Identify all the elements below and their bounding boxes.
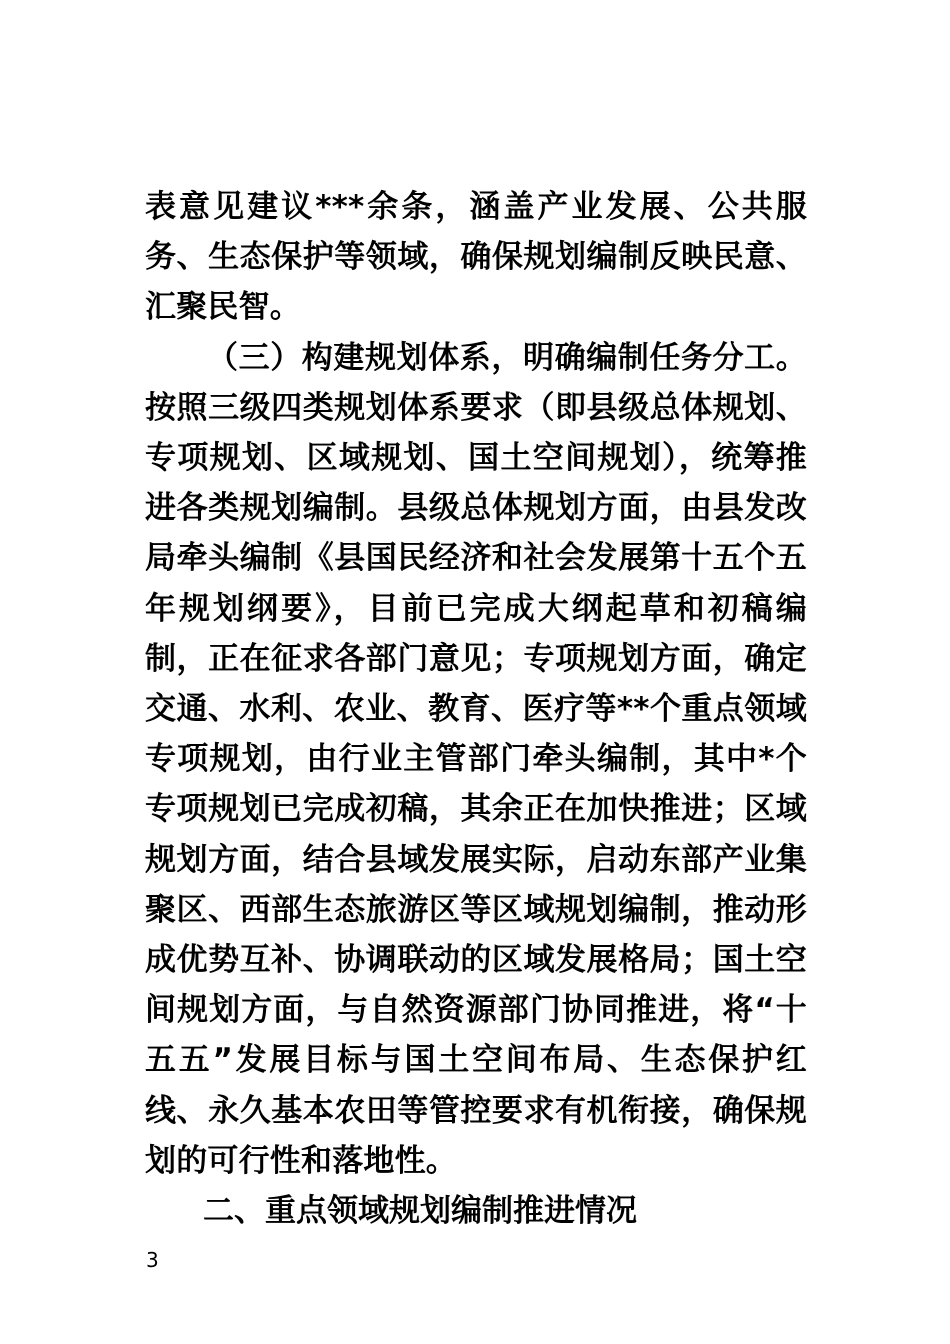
paragraph-continuation: 表意见建议***余条，涵盖产业发展、公共服务、生态保护等领域，确保规划编制反映民意、汇聚民智。 [145, 189, 807, 326]
paragraph-planning-system: （三）构建规划体系，明确编制任务分工。按照三级四类规划体系要求（即县级总体规划、专项规划、区域规划、国土空间规划），统筹推进各类规划编制。县级总体规划方面，由县发改局牵头编制《县国民经济和社会发展第十五个五年规划纲要》，目前已完成大纲起草和初稿编制，正在征求各部门意见；专项规划方面，确定交通、水利、农业、教育、医疗等**个重点领域专项规划，由行业主管部门牵头编制，其中*个专项规划已完成初稿，其余正在加快推进；区域规划方面，结合县域发展实际，启动东部产业集聚区、西部生态旅游区等区域规划编制，推动形成优势互补、协调联动的区域发展格局；国土空间规划方面，与自然资源部门协同推进，将“十五五”发展目标与国土空间布局、生态保护红线、永久基本农田等管控要求有机衔接，确保规划的可行性和落地性。 [145, 339, 807, 1179]
section-heading: 二、重点领域规划编制推进情况 [203, 1193, 637, 1230]
document-body [145, 182, 807, 1236]
page-number: 3 [146, 1248, 159, 1272]
